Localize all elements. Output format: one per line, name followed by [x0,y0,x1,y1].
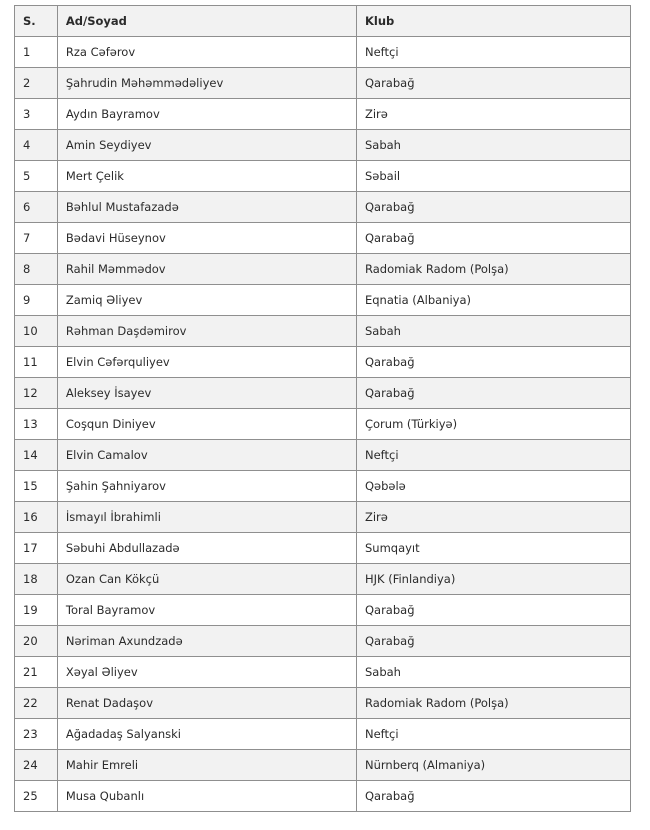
player-name-cell: Rəhman Daşdəmirov [57,316,356,347]
table-row [15,409,631,440]
table-row [15,471,631,502]
row-number-cell: 14 [15,440,58,471]
player-name-cell: Rahil Məmmədov [57,254,356,285]
club-cell: Çorum (Türkiyə) [356,409,630,440]
row-number-cell: 9 [15,285,58,316]
row-number-cell: 18 [15,564,58,595]
table-row [15,37,631,68]
table-row [15,781,631,812]
table-row [15,564,631,595]
row-number-cell: 12 [15,378,58,409]
player-name-cell: Renat Dadaşov [57,688,356,719]
row-number-cell: 11 [15,347,58,378]
player-name-cell: Şahin Şahniyarov [57,471,356,502]
club-cell: Qarabağ [356,781,630,812]
table-row [15,254,631,285]
row-number-cell: 25 [15,781,58,812]
player-name-cell: Xəyal Əliyev [57,657,356,688]
player-name-cell: Toral Bayramov [57,595,356,626]
player-name-cell: Aleksey İsayev [57,378,356,409]
table-header-row [15,6,631,37]
player-name-cell: Amin Seydiyev [57,130,356,161]
table-row [15,130,631,161]
table-row [15,595,631,626]
header-name: Ad/Soyad [57,6,356,37]
club-cell: Neftçi [356,37,630,68]
player-name-cell: Aydın Bayramov [57,99,356,130]
player-name-cell: Nəriman Axundzadə [57,626,356,657]
player-name-cell: Rza Cəfərov [57,37,356,68]
player-name-cell: Mert Çelik [57,161,356,192]
table-row [15,502,631,533]
row-number-cell: 23 [15,719,58,750]
player-name-cell: Ağadadaş Salyanski [57,719,356,750]
table-row [15,626,631,657]
club-cell: Neftçi [356,719,630,750]
club-cell: Qarabağ [356,192,630,223]
player-name-cell: Zamiq Əliyev [57,285,356,316]
table-body [15,37,631,812]
club-cell: Qəbələ [356,471,630,502]
club-cell: Radomiak Radom (Polşa) [356,688,630,719]
table-row [15,688,631,719]
club-cell: Zirə [356,99,630,130]
club-cell: Qarabağ [356,595,630,626]
club-cell: Qarabağ [356,223,630,254]
club-cell: Səbail [356,161,630,192]
row-number-cell: 21 [15,657,58,688]
player-name-cell: Musa Qubanlı [57,781,356,812]
row-number-cell: 15 [15,471,58,502]
row-number-cell: 17 [15,533,58,564]
row-number-cell: 1 [15,37,58,68]
row-number-cell: 7 [15,223,58,254]
table-row [15,378,631,409]
table-row [15,192,631,223]
club-cell: Neftçi [356,440,630,471]
table-row [15,719,631,750]
player-name-cell: Coşqun Diniyev [57,409,356,440]
club-cell: Qarabağ [356,626,630,657]
table-row [15,440,631,471]
row-number-cell: 6 [15,192,58,223]
row-number-cell: 16 [15,502,58,533]
table-row [15,533,631,564]
row-number-cell: 5 [15,161,58,192]
table-row [15,161,631,192]
player-name-cell: Ozan Can Kökçü [57,564,356,595]
row-number-cell: 20 [15,626,58,657]
player-name-cell: Bəhlul Mustafazadə [57,192,356,223]
row-number-cell: 24 [15,750,58,781]
club-cell: Sabah [356,316,630,347]
player-name-cell: Şahrudin Məhəmmədəliyev [57,68,356,99]
table-row [15,285,631,316]
club-cell: Sabah [356,657,630,688]
header-club: Klub [356,6,630,37]
club-cell: Nürnberq (Almaniya) [356,750,630,781]
players-table [14,5,631,812]
player-name-cell: Bədavi Hüseynov [57,223,356,254]
club-cell: Zirə [356,502,630,533]
club-cell: Eqnatia (Albaniya) [356,285,630,316]
club-cell: Sabah [356,130,630,161]
club-cell: Qarabağ [356,347,630,378]
player-name-cell: Elvin Cəfərquliyev [57,347,356,378]
table-row [15,99,631,130]
table-row [15,657,631,688]
club-cell: HJK (Finlandiya) [356,564,630,595]
row-number-cell: 8 [15,254,58,285]
row-number-cell: 13 [15,409,58,440]
row-number-cell: 3 [15,99,58,130]
row-number-cell: 2 [15,68,58,99]
player-name-cell: Səbuhi Abdullazadə [57,533,356,564]
table-row [15,347,631,378]
row-number-cell: 10 [15,316,58,347]
table-row [15,750,631,781]
table-row [15,316,631,347]
club-cell: Qarabağ [356,68,630,99]
row-number-cell: 4 [15,130,58,161]
player-name-cell: İsmayıl İbrahimli [57,502,356,533]
club-cell: Radomiak Radom (Polşa) [356,254,630,285]
header-number: S. [15,6,58,37]
table-row [15,68,631,99]
player-name-cell: Mahir Emreli [57,750,356,781]
row-number-cell: 22 [15,688,58,719]
table-row [15,223,631,254]
club-cell: Qarabağ [356,378,630,409]
row-number-cell: 19 [15,595,58,626]
club-cell: Sumqayıt [356,533,630,564]
player-name-cell: Elvin Camalov [57,440,356,471]
